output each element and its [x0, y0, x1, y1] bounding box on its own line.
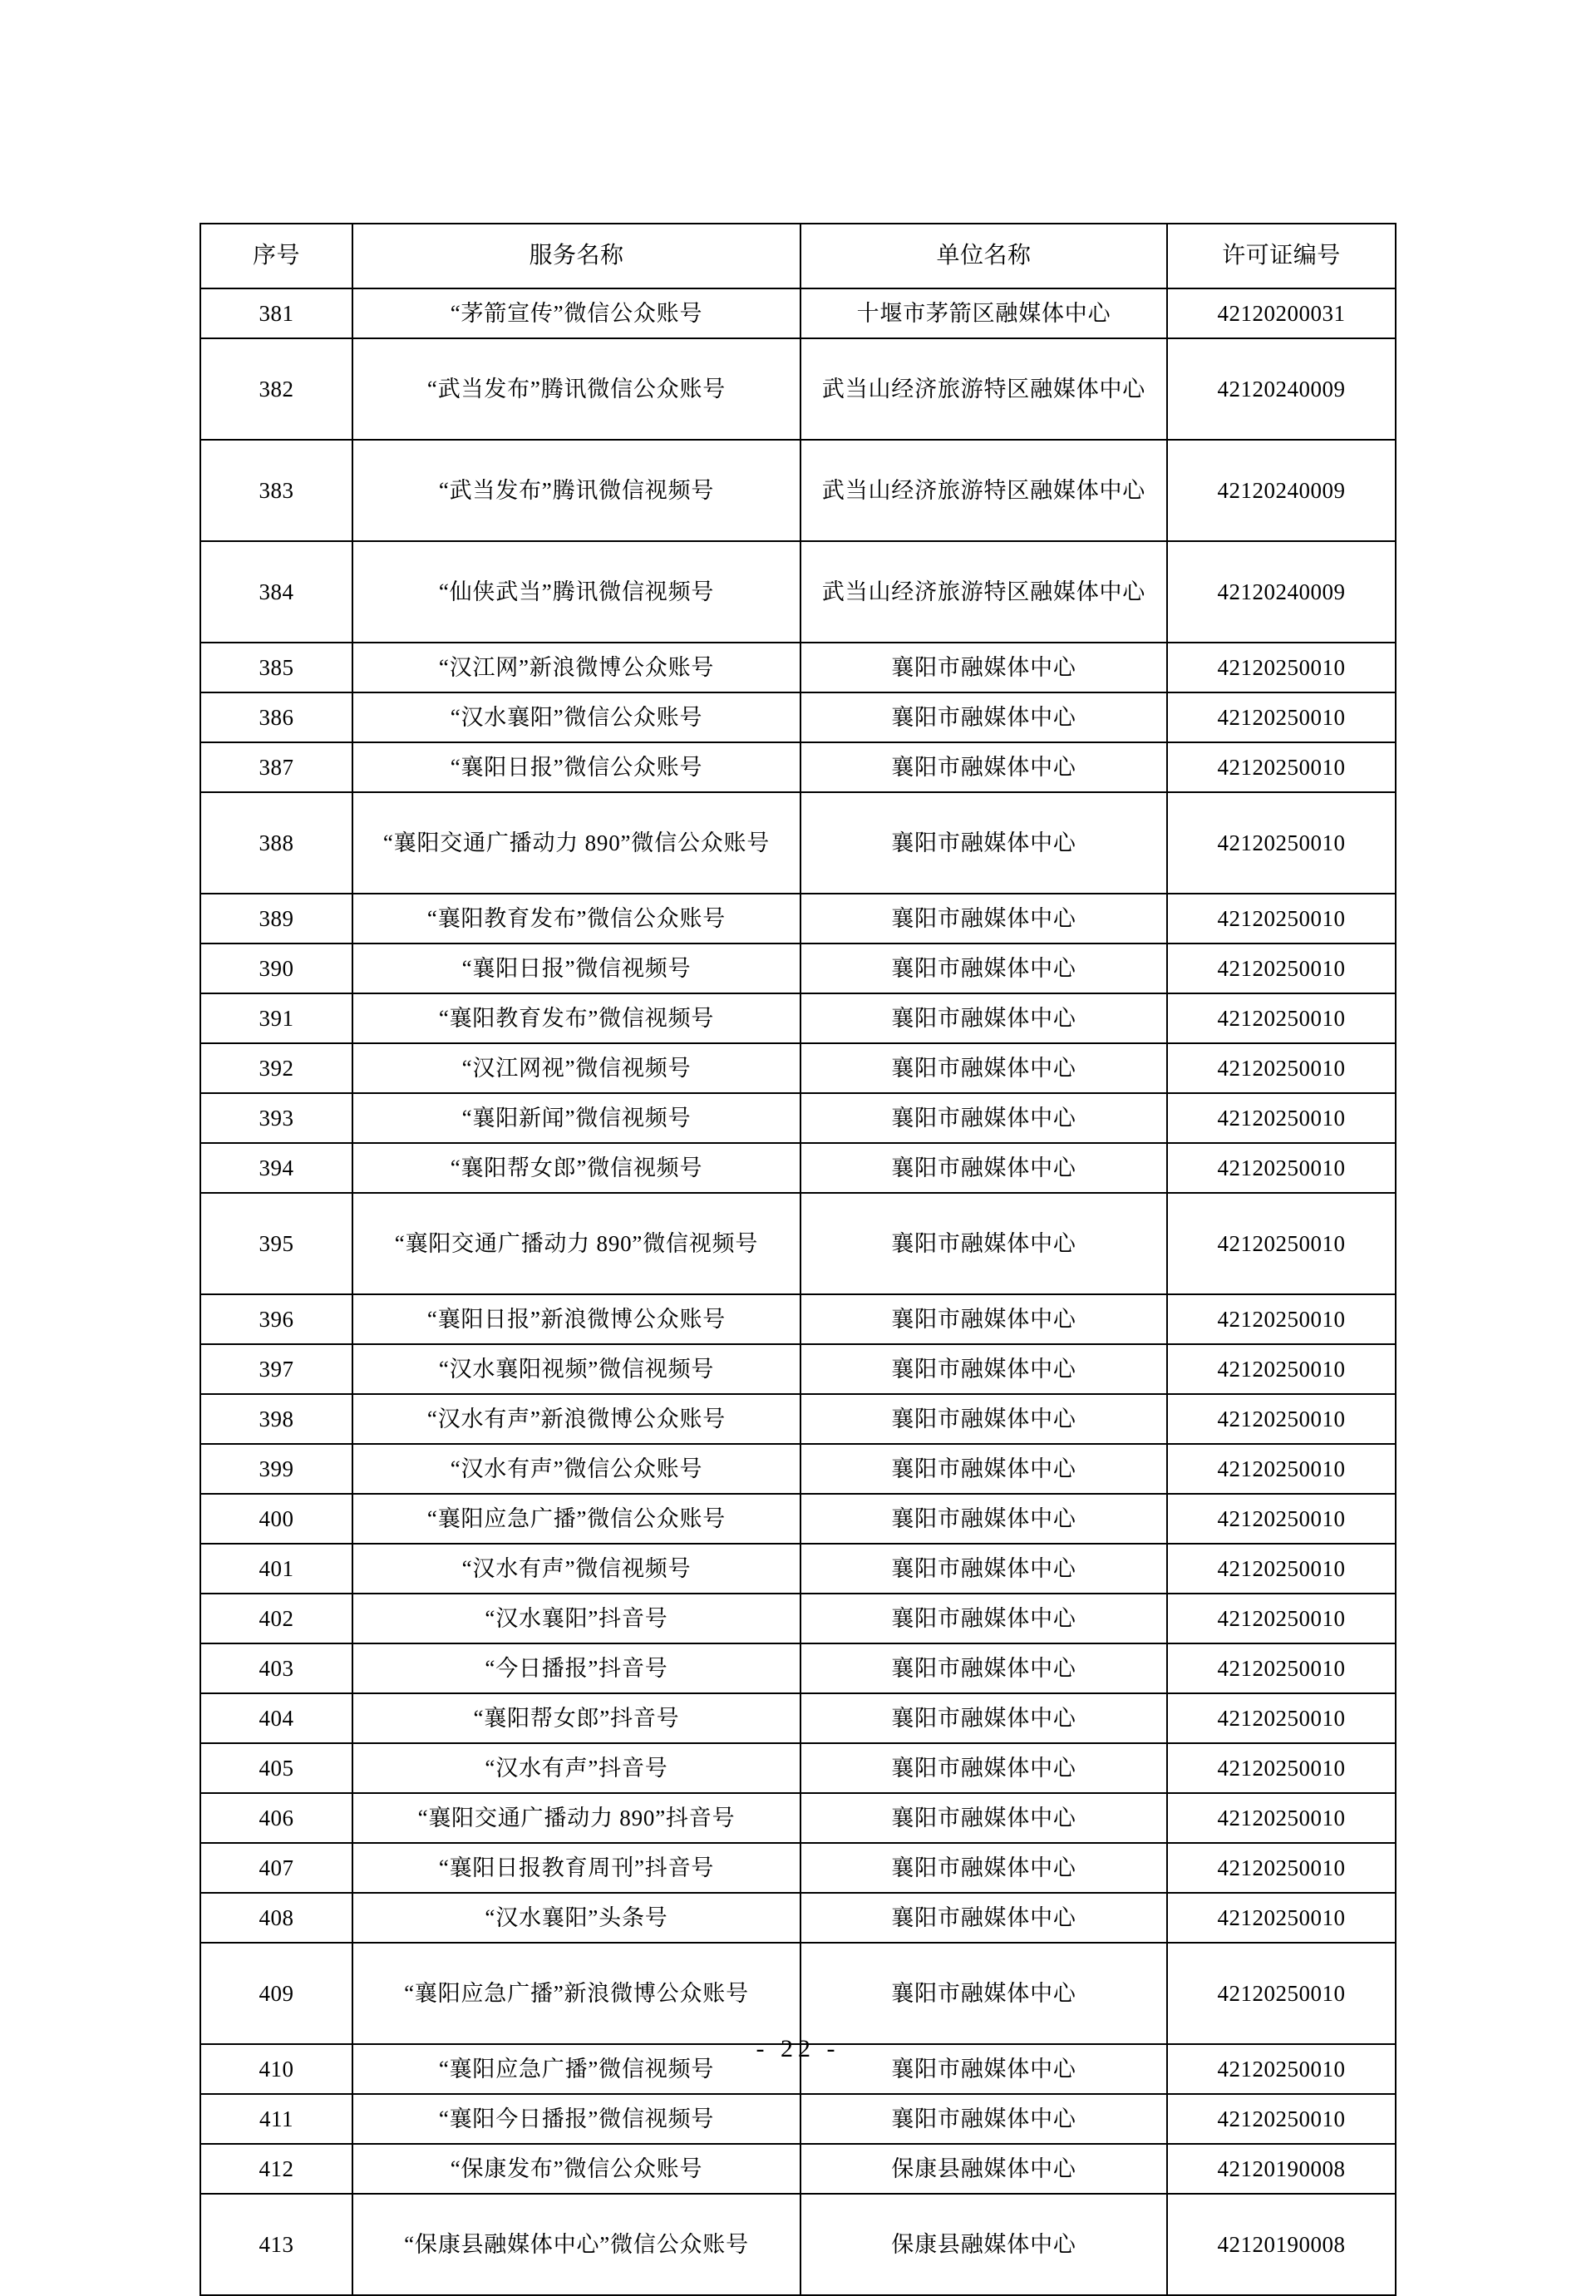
cell-license-no: 42120250010 — [1167, 944, 1396, 993]
cell-service-name: “保康发布”微信公众账号 — [352, 2144, 800, 2194]
cell-service-name: “襄阳今日播报”微信视频号 — [352, 2094, 800, 2144]
cell-license-no: 42120250010 — [1167, 1344, 1396, 1394]
cell-unit-name: 襄阳市融媒体中心 — [800, 1344, 1167, 1394]
cell-sequence: 388 — [200, 792, 352, 894]
table-row — [200, 1043, 1396, 1093]
cell-unit-name: 襄阳市融媒体中心 — [800, 792, 1167, 894]
cell-license-no: 42120250010 — [1167, 692, 1396, 742]
table-row — [200, 894, 1396, 944]
table-row — [200, 1143, 1396, 1193]
cell-service-name: “襄阳交通广播动力 890”微信公众账号 — [352, 792, 800, 894]
cell-sequence: 389 — [200, 894, 352, 944]
cell-sequence: 386 — [200, 692, 352, 742]
table-row — [200, 792, 1396, 894]
cell-license-no: 42120250010 — [1167, 1843, 1396, 1893]
cell-unit-name: 襄阳市融媒体中心 — [800, 1693, 1167, 1743]
cell-sequence: 408 — [200, 1893, 352, 1943]
cell-sequence: 401 — [200, 1544, 352, 1594]
cell-unit-name: 襄阳市融媒体中心 — [800, 742, 1167, 792]
cell-service-name: “襄阳日报”微信视频号 — [352, 944, 800, 993]
cell-license-no: 42120250010 — [1167, 742, 1396, 792]
table-row — [200, 1294, 1396, 1344]
cell-service-name: “武当发布”腾讯微信视频号 — [352, 440, 800, 541]
table-row — [200, 541, 1396, 643]
cell-unit-name: 襄阳市融媒体中心 — [800, 1093, 1167, 1143]
table-row — [200, 1093, 1396, 1143]
cell-license-no: 42120200031 — [1167, 288, 1396, 338]
cell-sequence: 403 — [200, 1643, 352, 1693]
cell-sequence: 399 — [200, 1444, 352, 1494]
cell-unit-name: 襄阳市融媒体中心 — [800, 894, 1167, 944]
cell-service-name: “襄阳帮女郎”抖音号 — [352, 1693, 800, 1743]
table-row — [200, 1544, 1396, 1594]
column-header-service-name: 服务名称 — [352, 224, 800, 288]
cell-sequence: 384 — [200, 541, 352, 643]
cell-unit-name: 十堰市茅箭区融媒体中心 — [800, 288, 1167, 338]
cell-service-name: “汉水有声”微信公众账号 — [352, 1444, 800, 1494]
cell-sequence: 387 — [200, 742, 352, 792]
column-header-license-no: 许可证编号 — [1167, 224, 1396, 288]
license-table — [200, 223, 1396, 2296]
cell-license-no: 42120190008 — [1167, 2194, 1396, 2295]
table-row — [200, 944, 1396, 993]
cell-license-no: 42120250010 — [1167, 1643, 1396, 1693]
cell-sequence: 397 — [200, 1344, 352, 1394]
cell-unit-name: 襄阳市融媒体中心 — [800, 1793, 1167, 1843]
cell-unit-name: 襄阳市融媒体中心 — [800, 1643, 1167, 1693]
cell-sequence: 395 — [200, 1193, 352, 1294]
table-row — [200, 742, 1396, 792]
cell-service-name: “汉水襄阳视频”微信视频号 — [352, 1344, 800, 1394]
cell-service-name: “襄阳日报”微信公众账号 — [352, 742, 800, 792]
page-number: - 22 - — [756, 2035, 840, 2062]
table-row — [200, 1693, 1396, 1743]
cell-service-name: “汉水有声”微信视频号 — [352, 1544, 800, 1594]
cell-unit-name: 襄阳市融媒体中心 — [800, 692, 1167, 742]
cell-license-no: 42120250010 — [1167, 1444, 1396, 1494]
cell-service-name: “茅箭宣传”微信公众账号 — [352, 288, 800, 338]
table-header — [200, 224, 1396, 288]
cell-unit-name: 襄阳市融媒体中心 — [800, 1043, 1167, 1093]
cell-sequence: 382 — [200, 338, 352, 440]
cell-service-name: “襄阳日报教育周刊”抖音号 — [352, 1843, 800, 1893]
cell-sequence: 409 — [200, 1943, 352, 2044]
table-row — [200, 1394, 1396, 1444]
cell-service-name: “襄阳帮女郎”微信视频号 — [352, 1143, 800, 1193]
table-row — [200, 440, 1396, 541]
cell-license-no: 42120240009 — [1167, 440, 1396, 541]
table-row — [200, 1893, 1396, 1943]
cell-unit-name: 武当山经济旅游特区融媒体中心 — [800, 541, 1167, 643]
cell-license-no: 42120250010 — [1167, 1943, 1396, 2044]
table-row — [200, 288, 1396, 338]
cell-license-no: 42120240009 — [1167, 338, 1396, 440]
cell-sequence: 407 — [200, 1843, 352, 1893]
cell-license-no: 42120250010 — [1167, 1893, 1396, 1943]
cell-sequence: 383 — [200, 440, 352, 541]
table-row — [200, 1793, 1396, 1843]
cell-sequence: 394 — [200, 1143, 352, 1193]
cell-license-no: 42120250010 — [1167, 1693, 1396, 1743]
cell-sequence: 400 — [200, 1494, 352, 1544]
cell-sequence: 393 — [200, 1093, 352, 1143]
cell-sequence: 406 — [200, 1793, 352, 1843]
cell-unit-name: 襄阳市融媒体中心 — [800, 1394, 1167, 1444]
cell-sequence: 390 — [200, 944, 352, 993]
cell-license-no: 42120250010 — [1167, 1743, 1396, 1793]
cell-service-name: “保康县融媒体中心”微信公众账号 — [352, 2194, 800, 2295]
cell-unit-name: 襄阳市融媒体中心 — [800, 1193, 1167, 1294]
cell-unit-name: 襄阳市融媒体中心 — [800, 1594, 1167, 1643]
cell-service-name: “汉水襄阳”抖音号 — [352, 1594, 800, 1643]
table-row — [200, 338, 1396, 440]
table-row — [200, 643, 1396, 692]
cell-license-no: 42120250010 — [1167, 1294, 1396, 1344]
cell-unit-name: 武当山经济旅游特区融媒体中心 — [800, 338, 1167, 440]
cell-sequence: 385 — [200, 643, 352, 692]
cell-sequence: 392 — [200, 1043, 352, 1093]
cell-unit-name: 襄阳市融媒体中心 — [800, 1893, 1167, 1943]
cell-service-name: “汉江网视”微信视频号 — [352, 1043, 800, 1093]
table-row — [200, 1344, 1396, 1394]
cell-service-name: “仙侠武当”腾讯微信视频号 — [352, 541, 800, 643]
cell-sequence: 411 — [200, 2094, 352, 2144]
cell-unit-name: 襄阳市融媒体中心 — [800, 2094, 1167, 2144]
cell-license-no: 42120250010 — [1167, 1494, 1396, 1544]
table-row — [200, 1643, 1396, 1693]
table-row — [200, 993, 1396, 1043]
cell-license-no: 42120250010 — [1167, 792, 1396, 894]
cell-license-no: 42120240009 — [1167, 541, 1396, 643]
cell-unit-name: 襄阳市融媒体中心 — [800, 1943, 1167, 2044]
cell-service-name: “襄阳教育发布”微信公众账号 — [352, 894, 800, 944]
cell-sequence: 404 — [200, 1693, 352, 1743]
cell-unit-name: 襄阳市融媒体中心 — [800, 1143, 1167, 1193]
cell-unit-name: 襄阳市融媒体中心 — [800, 1544, 1167, 1594]
cell-license-no: 42120250010 — [1167, 1093, 1396, 1143]
cell-sequence: 402 — [200, 1594, 352, 1643]
table-row — [200, 1943, 1396, 2044]
table-row — [200, 1193, 1396, 1294]
cell-sequence: 412 — [200, 2144, 352, 2194]
cell-sequence: 398 — [200, 1394, 352, 1444]
table-row — [200, 2144, 1396, 2194]
table-row — [200, 692, 1396, 742]
cell-service-name: “襄阳应急广播”微信公众账号 — [352, 1494, 800, 1544]
table-row — [200, 1594, 1396, 1643]
cell-service-name: “武当发布”腾讯微信公众账号 — [352, 338, 800, 440]
cell-license-no: 42120250010 — [1167, 1544, 1396, 1594]
cell-license-no: 42120250010 — [1167, 1394, 1396, 1444]
cell-sequence: 410 — [200, 2044, 352, 2094]
cell-unit-name: 保康县融媒体中心 — [800, 2144, 1167, 2194]
cell-service-name: “襄阳应急广播”微信视频号 — [352, 2044, 800, 2094]
cell-unit-name: 襄阳市融媒体中心 — [800, 643, 1167, 692]
cell-unit-name: 襄阳市融媒体中心 — [800, 1494, 1167, 1544]
license-table-container — [200, 223, 1395, 2296]
cell-unit-name: 襄阳市融媒体中心 — [800, 1743, 1167, 1793]
cell-sequence: 413 — [200, 2194, 352, 2295]
cell-license-no: 42120250010 — [1167, 2094, 1396, 2144]
cell-service-name: “汉水有声”新浪微博公众账号 — [352, 1394, 800, 1444]
cell-license-no: 42120250010 — [1167, 993, 1396, 1043]
table-row — [200, 1494, 1396, 1544]
table-row — [200, 1743, 1396, 1793]
cell-license-no: 42120250010 — [1167, 2044, 1396, 2094]
column-header-sequence: 序号 — [200, 224, 352, 288]
cell-unit-name: 襄阳市融媒体中心 — [800, 2044, 1167, 2094]
table-header-row — [200, 224, 1396, 288]
cell-sequence: 381 — [200, 288, 352, 338]
cell-unit-name: 武当山经济旅游特区融媒体中心 — [800, 440, 1167, 541]
cell-service-name: “襄阳应急广播”新浪微博公众账号 — [352, 1943, 800, 2044]
cell-license-no: 42120250010 — [1167, 894, 1396, 944]
cell-service-name: “汉水有声”抖音号 — [352, 1743, 800, 1793]
cell-unit-name: 保康县融媒体中心 — [800, 2194, 1167, 2295]
cell-unit-name: 襄阳市融媒体中心 — [800, 1444, 1167, 1494]
cell-sequence: 405 — [200, 1743, 352, 1793]
cell-license-no: 42120250010 — [1167, 1193, 1396, 1294]
table-row — [200, 1843, 1396, 1893]
cell-unit-name: 襄阳市融媒体中心 — [800, 1294, 1167, 1344]
cell-service-name: “襄阳教育发布”微信视频号 — [352, 993, 800, 1043]
cell-unit-name: 襄阳市融媒体中心 — [800, 1843, 1167, 1893]
cell-license-no: 42120250010 — [1167, 643, 1396, 692]
cell-license-no: 42120250010 — [1167, 1043, 1396, 1093]
cell-service-name: “汉水襄阳”头条号 — [352, 1893, 800, 1943]
cell-service-name: “襄阳日报”新浪微博公众账号 — [352, 1294, 800, 1344]
cell-service-name: “今日播报”抖音号 — [352, 1643, 800, 1693]
column-header-unit-name: 单位名称 — [800, 224, 1167, 288]
cell-service-name: “汉江网”新浪微博公众账号 — [352, 643, 800, 692]
cell-license-no: 42120190008 — [1167, 2144, 1396, 2194]
cell-unit-name: 襄阳市融媒体中心 — [800, 993, 1167, 1043]
cell-unit-name: 襄阳市融媒体中心 — [800, 944, 1167, 993]
cell-service-name: “襄阳交通广播动力 890”抖音号 — [352, 1793, 800, 1843]
table-row — [200, 2194, 1396, 2295]
cell-sequence: 396 — [200, 1294, 352, 1344]
cell-license-no: 42120250010 — [1167, 1793, 1396, 1843]
cell-service-name: “汉水襄阳”微信公众账号 — [352, 692, 800, 742]
table-row — [200, 1444, 1396, 1494]
table-row — [200, 2094, 1396, 2144]
cell-license-no: 42120250010 — [1167, 1594, 1396, 1643]
table-body — [200, 288, 1396, 2295]
cell-sequence: 391 — [200, 993, 352, 1043]
cell-service-name: “襄阳交通广播动力 890”微信视频号 — [352, 1193, 800, 1294]
cell-license-no: 42120250010 — [1167, 1143, 1396, 1193]
cell-service-name: “襄阳新闻”微信视频号 — [352, 1093, 800, 1143]
